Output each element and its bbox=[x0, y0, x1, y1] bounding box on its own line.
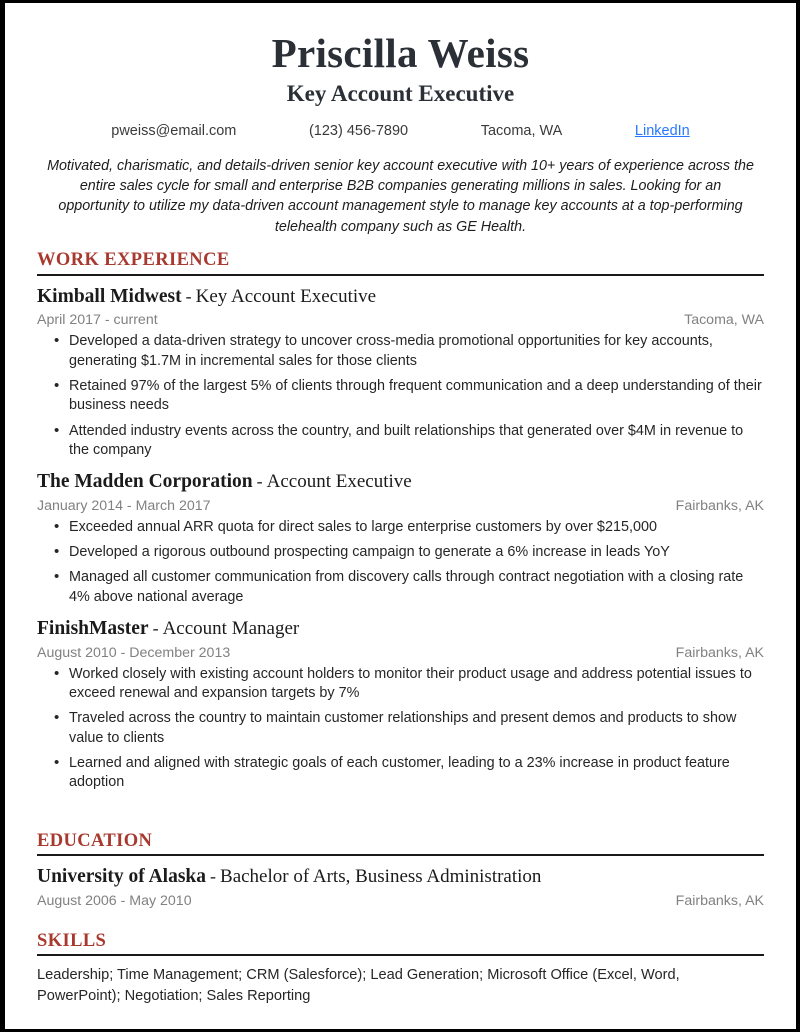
education-entry bbox=[37, 865, 764, 909]
experience-entry bbox=[37, 285, 764, 461]
experience-entry bbox=[37, 617, 764, 793]
experience-bullet-list bbox=[37, 518, 764, 607]
contact-row bbox=[37, 123, 764, 139]
employment-location: Fairbanks, AK bbox=[675, 644, 764, 661]
education-dates: August 2006 - May 2010 bbox=[37, 892, 192, 909]
contact-phone[interactable]: (123) 456-7890 bbox=[308, 122, 409, 139]
job-title: Account Manager bbox=[162, 618, 300, 640]
experience-entry-meta bbox=[37, 645, 764, 661]
skills-list: Leadership; Time Management; CRM (Salesforce); Lead Generation; Microsoft Office (Excel, Word, PowerPoint); Negotiation; Sales Reporting bbox=[37, 966, 680, 1004]
section-education bbox=[37, 831, 764, 909]
employment-dates: April 2017 - current bbox=[37, 312, 158, 329]
experience-entry bbox=[37, 470, 764, 607]
bullet-item: • Attended industry events across the country, and built relationships that generated over $4M in revenue to the company bbox=[37, 422, 764, 461]
education-entry-meta bbox=[37, 893, 764, 909]
contact-linkedin-link[interactable]: LinkedIn bbox=[634, 122, 690, 139]
bullet-item: • Exceeded annual ARR quota for direct sales to large enterprise customers by over $215,000 bbox=[37, 518, 764, 537]
experience-entry-meta bbox=[37, 312, 764, 328]
experience-bullet-list bbox=[37, 665, 764, 793]
contact-email[interactable]: pweiss@email.com bbox=[111, 122, 237, 139]
resume-header bbox=[37, 3, 764, 139]
bullet-item: • Retained 97% of the largest 5% of clients through frequent communication and a deep understanding of their business needs bbox=[37, 377, 764, 416]
education-entry-heading bbox=[37, 865, 764, 889]
employment-location: Fairbanks, AK bbox=[675, 497, 764, 514]
employment-location: Tacoma, WA bbox=[684, 312, 764, 329]
experience-bullet-list bbox=[37, 332, 764, 460]
bullet-item: • Learned and aligned with strategic goals of each customer, leading to a 23% increase in product feature adoption bbox=[37, 754, 764, 793]
experience-entry-heading bbox=[37, 285, 764, 309]
section-divider bbox=[37, 274, 764, 276]
experience-entry-heading bbox=[37, 470, 764, 494]
employment-dates: August 2010 - December 2013 bbox=[37, 644, 231, 661]
school-name: University of Alaska bbox=[37, 865, 207, 887]
section-heading-education: EDUCATION bbox=[37, 830, 153, 851]
section-work-experience bbox=[37, 250, 764, 792]
bullet-item: • Managed all customer communication from discovery calls through contract negotiation with a closing rate 4% above national average bbox=[37, 568, 764, 607]
contact-location: Tacoma, WA bbox=[480, 122, 563, 139]
header-job-title: Key Account Executive bbox=[286, 80, 515, 106]
experience-entry-heading bbox=[37, 617, 764, 641]
page-title: Priscilla Weiss bbox=[271, 30, 530, 76]
heading-separator: - bbox=[210, 865, 217, 886]
company-name: FinishMaster bbox=[37, 618, 149, 640]
bullet-item: • Worked closely with existing account holders to monitor their product usage and address potential issues to exceed renewal and expansion targets by 7% bbox=[37, 665, 764, 704]
experience-entry-meta bbox=[37, 498, 764, 514]
heading-separator: - bbox=[256, 471, 263, 492]
section-heading-work-experience: WORK EXPERIENCE bbox=[37, 250, 230, 271]
professional-summary: Motivated, charismatic, and details-driven senior key account executive with 10+ years of experience across the entire sales cycle for small and enterprise B2B companies generating millions in sales. Looking for an opportunity to utilize my data-driven account management style to manage key accounts at a top-performing telehealth company such as GE Health. bbox=[47, 157, 754, 235]
bullet-item: • Developed a rigorous outbound prospecting campaign to generate a 6% increase in leads YoY bbox=[37, 543, 764, 562]
bullet-item: • Traveled across the country to maintain customer relationships and present demos and products to show value to clients bbox=[37, 709, 764, 748]
heading-separator: - bbox=[185, 285, 192, 306]
company-name: Kimball Midwest bbox=[37, 285, 182, 307]
company-name: The Madden Corporation bbox=[37, 471, 253, 493]
section-skills bbox=[37, 931, 764, 1007]
section-heading-skills: SKILLS bbox=[37, 930, 107, 951]
job-title: Key Account Executive bbox=[195, 285, 377, 307]
bullet-item: • Developed a data-driven strategy to uncover cross-media promotional opportunities for key accounts, generating $1.7M in incremental sales for those clients bbox=[37, 332, 764, 371]
degree-name: Bachelor of Arts, Business Administration bbox=[220, 865, 542, 887]
resume-content bbox=[5, 3, 796, 1006]
heading-separator: - bbox=[152, 618, 159, 639]
resume-page bbox=[5, 3, 796, 1029]
section-divider bbox=[37, 854, 764, 856]
employment-dates: January 2014 - March 2017 bbox=[37, 497, 211, 514]
job-title: Account Executive bbox=[266, 471, 412, 493]
education-location: Fairbanks, AK bbox=[675, 892, 764, 909]
section-divider bbox=[37, 954, 764, 956]
